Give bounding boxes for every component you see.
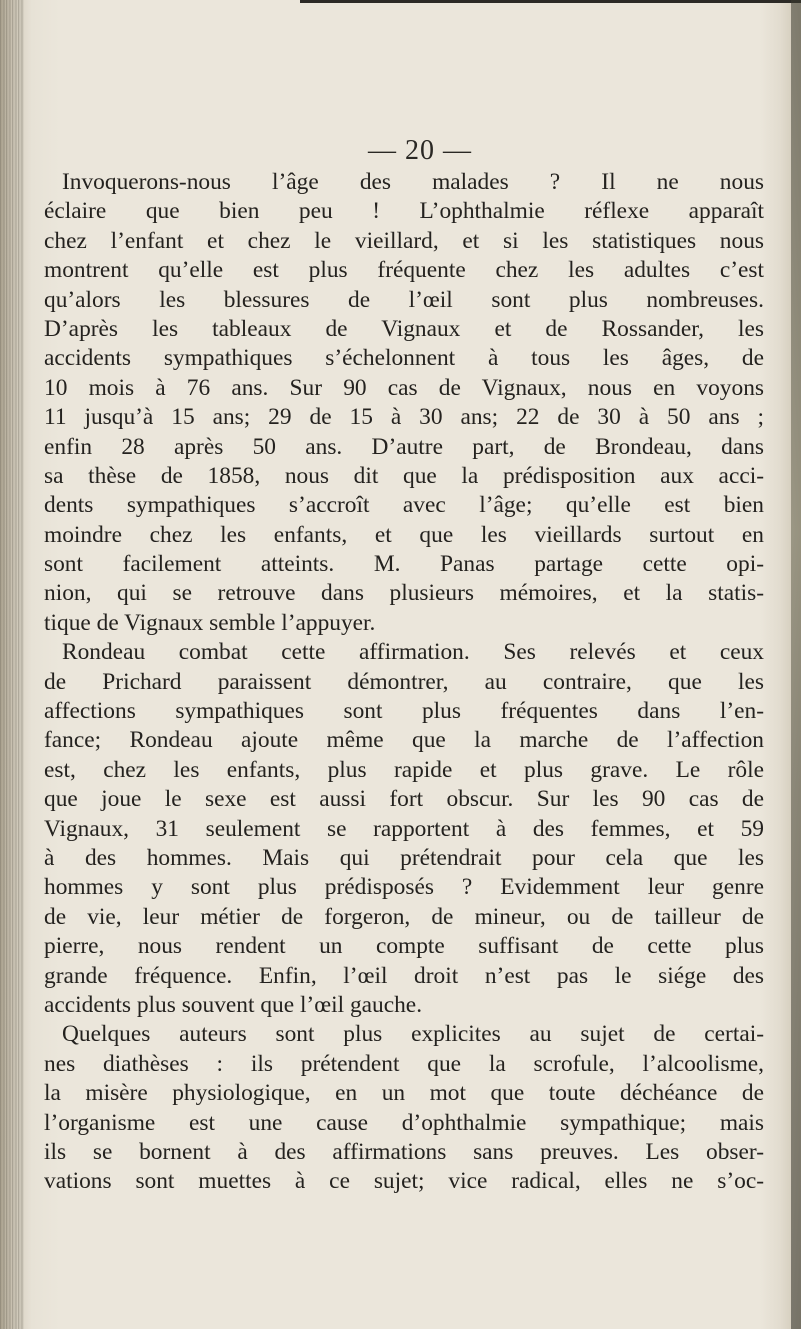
text-line: à des hommes. Mais qui prétendrait pour cela que les [44, 844, 764, 871]
text-line: accidents plus souvent que l’œil gauche. [44, 991, 423, 1018]
text-line: enfin 28 après 50 ans. D’autre part, de Brondeau, dans [44, 433, 764, 460]
text-line: 11 jusqu’à 15 ans; 29 de 15 à 30 ans; 22 de 30 à 50 ans ; [44, 404, 764, 431]
text-line: l’organisme est une cause d’ophthalmie sympathique; mais [44, 1109, 764, 1136]
binding-edge [0, 0, 24, 1329]
text-line: de Prichard paraissent démontrer, au contraire, que les [44, 668, 764, 695]
page-number: — 20 — [368, 135, 472, 166]
text-line: sont facilement atteints. M. Panas partage cette opi- [44, 551, 764, 578]
text-line: D’après les tableaux de Vignaux et de Rossander, les [44, 315, 764, 342]
text-line: est, chez les enfants, plus rapide et plus grave. Le rôle [44, 756, 764, 783]
text-line: 10 mois à 76 ans. Sur 90 cas de Vignaux, nous en voyons [44, 374, 764, 401]
text-line: ils se bornent à des affirmations sans preuves. Les obser- [44, 1138, 764, 1165]
text-line: affections sympathiques sont plus fréquentes dans l’en- [44, 698, 764, 725]
text-line: la misère physiologique, en un mot que toute déchéance de [44, 1080, 764, 1107]
text-line: que joue le sexe est aussi fort obscur. Sur les 90 cas de [44, 786, 764, 813]
text-line: hommes y sont plus prédisposés ? Evidemment leur genre [44, 874, 764, 901]
text-line: Quelques auteurs sont plus explicites au sujet de certai- [62, 1021, 764, 1048]
text-line: grande fréquence. Enfin, l’œil droit n’est pas le siége des [44, 962, 764, 989]
text-line: qu’alors les blessures de l’œil sont plus nombreuses. [44, 286, 764, 313]
right-edge-shadow [791, 0, 801, 1329]
text-line: pierre, nous rendent un compte suffisant de cette plus [44, 933, 764, 960]
text-line: tique de Vignaux semble l’appuyer. [44, 609, 376, 636]
text-line: Vignaux, 31 seulement se rapportent à des femmes, et 59 [44, 815, 764, 842]
text-line: Rondeau combat cette affirmation. Ses relevés et ceux [62, 639, 764, 666]
text-line: accidents sympathiques s’échelonnent à tous les âges, de [44, 345, 764, 372]
text-line: nes diathèses : ils prétendent que la scrofule, l’alcoolisme, [44, 1050, 764, 1077]
text-line: vations sont muettes à ce sujet; vice radical, elles ne s’oc- [44, 1168, 764, 1195]
top-edge-rule [300, 0, 801, 3]
text-line: de vie, leur métier de forgeron, de mineur, ou de tailleur de [44, 903, 764, 930]
body-text [44, 168, 764, 1197]
text-line: Invoquerons-nous l’âge des malades ? Il ne nous [62, 169, 764, 195]
text-line: nion, qui se retrouve dans plusieurs mémoires, et la statis- [44, 580, 764, 607]
text-line: chez l’enfant et chez le vieillard, et si les statistiques nous [44, 227, 764, 254]
text-line: sa thèse de 1858, nous dit que la prédisposition aux acci- [44, 462, 764, 489]
text-line: éclaire que bien peu ! L’ophthalmie réflexe apparaît [44, 198, 764, 225]
text-line: montrent qu’elle est plus fréquente chez les adultes c’est [44, 257, 764, 284]
text-line: fance; Rondeau ajoute même que la marche de l’affection [44, 727, 764, 754]
text-line: dents sympathiques s’accroît avec l’âge; qu’elle est bien [44, 492, 764, 519]
text-line: moindre chez les enfants, et que les vieillards surtout en [44, 521, 764, 548]
